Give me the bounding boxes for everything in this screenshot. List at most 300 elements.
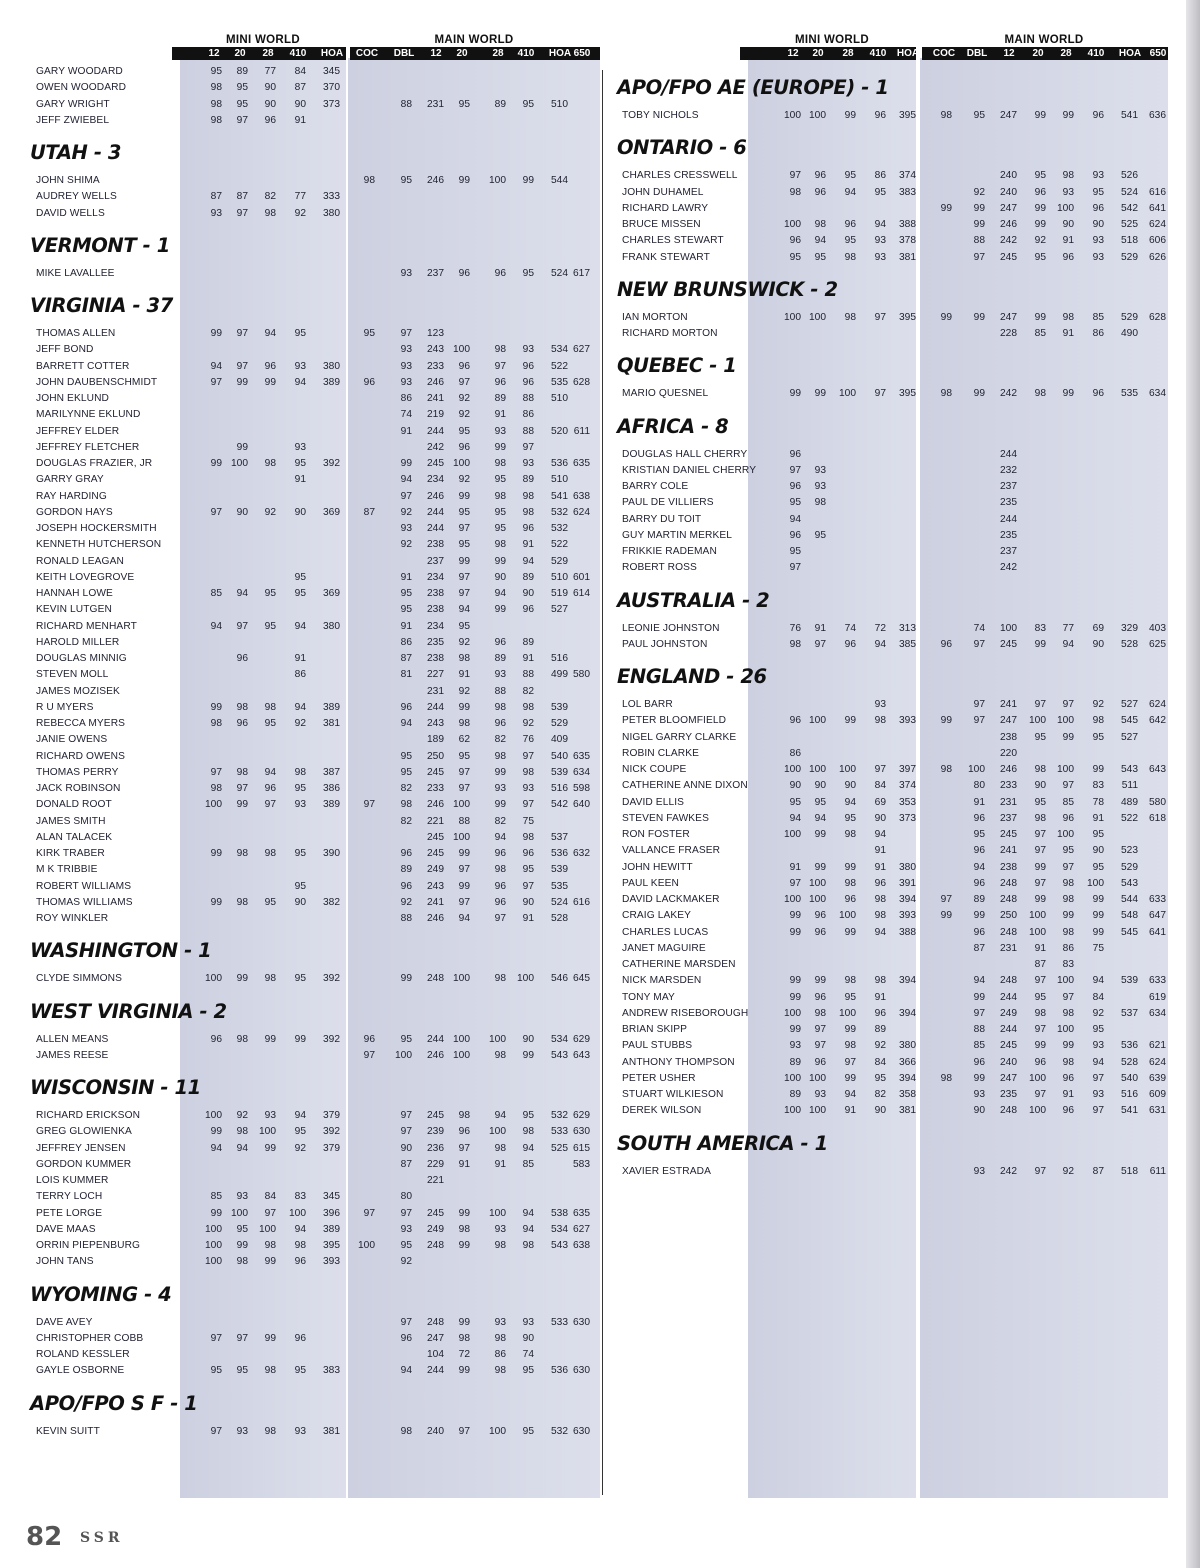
score-cell: 99 [294, 1033, 306, 1045]
score-cell: 100 [489, 1425, 506, 1437]
score-cell: 96 [458, 267, 470, 279]
table-row [0, 64, 600, 80]
score-cell: 634 [1149, 388, 1166, 400]
table-row [600, 811, 1200, 827]
score-cell: 94 [294, 376, 306, 388]
score-cell: 94 [294, 620, 306, 632]
score-cell: 93 [400, 344, 412, 356]
score-cell: 634 [1149, 1007, 1166, 1019]
competitor-name: DOUGLAS HALL CHERRY [622, 448, 748, 460]
score-cell: 546 [551, 973, 568, 985]
table-row [600, 185, 1200, 201]
score-cell: 248 [427, 973, 444, 985]
score-cell: 97 [236, 620, 248, 632]
score-cell: 99 [973, 388, 985, 400]
score-cell: 248 [427, 1240, 444, 1251]
score-cell: 99 [973, 311, 985, 323]
competitor-name: M K TRIBBIE [36, 864, 98, 876]
score-cell: 86 [789, 747, 801, 759]
score-cell: 374 [899, 170, 916, 182]
score-cell: 100 [809, 1105, 826, 1117]
score-cell: 92 [1034, 235, 1046, 247]
table-row [0, 1206, 600, 1222]
score-cell: 99 [789, 991, 801, 1003]
score-cell: 88 [400, 98, 412, 110]
score-cell: 99 [236, 1240, 248, 1251]
score-cell: 96 [363, 1033, 375, 1045]
score-cell: 239 [427, 1126, 444, 1138]
table-row [600, 730, 1200, 746]
score-cell: 96 [844, 219, 856, 230]
score-cell: 95 [458, 750, 470, 762]
score-cell: 250 [1000, 910, 1017, 922]
score-cell: 246 [427, 376, 444, 388]
score-cell: 98 [458, 718, 470, 729]
table-row [600, 973, 1200, 989]
score-cell: 92 [458, 685, 470, 697]
score-cell: 543 [1121, 764, 1138, 775]
score-cell: 95 [522, 1110, 534, 1121]
score-cell: 93 [874, 235, 886, 247]
score-cell: 95 [294, 458, 306, 469]
score-cell: 99 [1034, 202, 1046, 214]
score-cell: 244 [1000, 448, 1017, 460]
table-row [0, 326, 600, 342]
section-title: SOUTH AMERICA - 1 [617, 1131, 828, 1155]
section-title: ENGLAND - 26 [617, 665, 767, 688]
score-cell: 580 [573, 669, 590, 681]
score-cell: 87 [294, 82, 306, 94]
score-cell: 544 [551, 175, 568, 186]
score-cell: 98 [522, 1126, 534, 1138]
score-cell: 97 [522, 799, 534, 811]
score-cell: 87 [400, 1158, 412, 1170]
score-cell: 97 [458, 523, 470, 534]
score-cell: 96 [236, 653, 248, 664]
mini-world-header: MINI WORLD [795, 34, 869, 46]
table-row [0, 521, 600, 537]
score-cell: 539 [551, 766, 568, 778]
score-cell: 100 [839, 1007, 856, 1019]
score-cell: 490 [1121, 328, 1138, 339]
score-cell: 243 [427, 718, 444, 729]
score-cell: 98 [236, 701, 248, 713]
score-cell: 245 [427, 1110, 444, 1121]
column-header: DBL [966, 48, 988, 59]
table-row [600, 843, 1200, 859]
table-row [600, 1038, 1200, 1054]
score-cell: 527 [1121, 731, 1138, 743]
score-cell: 527 [1121, 699, 1138, 710]
score-cell: 88 [973, 1024, 985, 1035]
score-cell: 94 [264, 328, 276, 339]
score-cell: 240 [1000, 170, 1017, 182]
score-cell: 93 [1062, 186, 1074, 198]
score-cell: 95 [1034, 170, 1046, 182]
score-cell: 92 [400, 539, 412, 551]
score-cell: 246 [1000, 764, 1017, 775]
score-cell: 96 [522, 376, 534, 388]
score-cell: 99 [458, 1240, 470, 1251]
competitor-name: KEVIN SUITT [36, 1425, 100, 1437]
score-cell: 93 [400, 267, 412, 279]
score-cell: 528 [551, 913, 568, 924]
score-cell: 82 [522, 685, 534, 697]
main-world-header: MAIN WORLD [434, 34, 514, 46]
table-row [0, 1238, 600, 1254]
score-cell: 89 [494, 653, 506, 664]
score-cell: 93 [522, 1316, 534, 1328]
score-cell: 380 [323, 207, 340, 219]
column-header: 650 [573, 48, 591, 59]
competitor-name: ORRIN PIEPENBURG [36, 1240, 141, 1251]
score-cell: 90 [1092, 638, 1104, 650]
score-cell: 633 [1149, 975, 1166, 987]
score-cell: 544 [1121, 894, 1138, 905]
score-cell: 97 [874, 388, 886, 400]
score-cell: 525 [551, 1142, 568, 1154]
page-number: 82 [26, 1522, 63, 1552]
score-cell: 99 [458, 1316, 470, 1328]
competitor-name: DOUGLAS FRAZIER, JR [36, 458, 153, 469]
score-cell: 242 [427, 441, 444, 453]
score-cell: 91 [1092, 812, 1104, 824]
score-cell: 641 [1149, 926, 1166, 938]
score-cell: 390 [323, 848, 340, 859]
table-row [0, 635, 600, 651]
score-cell: 98 [210, 98, 222, 110]
table-row [600, 233, 1200, 249]
score-cell: 97 [363, 1049, 375, 1061]
score-cell: 92 [458, 474, 470, 486]
score-cell: 628 [1149, 311, 1166, 323]
score-cell: 100 [1029, 926, 1046, 938]
competitor-name: DAVID WELLS [36, 207, 105, 219]
table-row [600, 621, 1200, 637]
score-cell: 75 [522, 815, 534, 827]
score-cell: 95 [236, 1223, 248, 1235]
score-cell: 91 [294, 114, 306, 126]
score-cell: 91 [522, 539, 534, 551]
score-cell: 238 [427, 604, 444, 616]
score-cell: 391 [899, 877, 916, 889]
score-cell: 98 [494, 1240, 506, 1251]
table-row [600, 108, 1200, 124]
score-cell: 100 [205, 1223, 222, 1235]
score-cell: 241 [427, 393, 444, 404]
section-title: APO/FPO S F - 1 [30, 1391, 198, 1415]
table-row [600, 778, 1200, 794]
score-cell: 89 [400, 864, 412, 876]
score-cell: 97 [1062, 780, 1074, 792]
score-cell: 86 [1062, 942, 1074, 954]
column-header: 20 [1032, 48, 1044, 59]
competitor-name: GAYLE OSBORNE [36, 1365, 125, 1377]
score-cell: 93 [494, 669, 506, 681]
competitor-name: HANNAH LOWE [36, 588, 113, 599]
score-cell: 92 [400, 896, 412, 908]
score-cell: 345 [323, 1191, 340, 1203]
score-cell: 100 [809, 764, 826, 775]
score-cell: 95 [789, 251, 801, 263]
score-cell: 99 [844, 715, 856, 727]
competitor-name: DAVE AVEY [36, 1316, 93, 1328]
table-row [0, 1347, 600, 1363]
score-cell: 93 [294, 1425, 306, 1437]
score-cell: 392 [323, 1126, 340, 1138]
score-cell: 90 [789, 780, 801, 792]
section-title: NEW BRUNSWICK - 2 [617, 277, 838, 301]
competitor-name: TERRY LOCH [36, 1191, 103, 1203]
table-row [0, 895, 600, 911]
score-cell: 609 [1149, 1089, 1166, 1100]
score-cell: 381 [899, 1105, 916, 1117]
score-cell: 519 [551, 588, 568, 599]
section-title: VERMONT - 1 [30, 233, 170, 257]
competitor-name: JOHN SHIMA [36, 175, 100, 186]
score-cell: 499 [551, 669, 568, 681]
main-world-header: MAIN WORLD [1004, 34, 1084, 46]
score-cell: 227 [427, 669, 444, 681]
score-cell: 92 [458, 409, 470, 421]
score-cell: 95 [844, 235, 856, 247]
score-cell: 93 [814, 1089, 826, 1100]
score-cell: 82 [400, 783, 412, 794]
score-cell: 100 [259, 1126, 276, 1138]
score-cell: 90 [522, 1332, 534, 1344]
column-header: 28 [842, 48, 854, 59]
score-cell: 548 [1121, 910, 1138, 922]
table-row [600, 1164, 1200, 1180]
score-cell: 248 [1000, 1105, 1017, 1117]
score-cell: 100 [453, 831, 470, 843]
score-cell: 90 [874, 812, 886, 824]
score-cell: 98 [1062, 1007, 1074, 1019]
score-cell: 393 [899, 910, 916, 922]
score-cell: 386 [323, 783, 340, 794]
table-row [600, 1006, 1200, 1022]
table-row [600, 217, 1200, 233]
score-cell: 93 [264, 1110, 276, 1121]
table-row [0, 797, 600, 813]
score-cell: 99 [940, 910, 952, 922]
score-cell: 96 [973, 877, 985, 889]
table-row [600, 1055, 1200, 1071]
score-cell: 98 [814, 497, 826, 509]
score-cell: 98 [236, 766, 248, 778]
score-cell: 85 [1092, 311, 1104, 323]
score-cell: 246 [427, 175, 444, 186]
score-cell: 98 [236, 1033, 248, 1045]
table-row [0, 732, 600, 748]
score-cell: 97 [973, 699, 985, 710]
table-row [0, 700, 600, 716]
score-cell: 96 [363, 376, 375, 388]
score-cell: 380 [899, 1040, 916, 1052]
score-cell: 611 [1149, 1165, 1166, 1177]
competitor-name: JOHN DUHAMEL [622, 186, 704, 198]
competitor-name: PETER USHER [622, 1072, 696, 1084]
score-cell: 249 [1000, 1007, 1017, 1019]
score-cell: 396 [323, 1207, 340, 1219]
score-cell: 85 [210, 588, 222, 599]
score-cell: 98 [1062, 1056, 1074, 1068]
score-cell: 94 [522, 555, 534, 567]
score-cell: 97 [1034, 1165, 1046, 1177]
score-cell: 99 [814, 388, 826, 400]
score-cell: 98 [236, 1256, 248, 1268]
score-cell: 237 [427, 267, 444, 279]
score-cell: 96 [874, 1007, 886, 1019]
score-cell: 97 [458, 896, 470, 908]
competitor-name: PAUL DE VILLIERS [622, 497, 714, 509]
score-cell: 98 [236, 1126, 248, 1138]
score-cell: 100 [205, 799, 222, 811]
score-cell: 369 [323, 588, 340, 599]
competitor-name: BARRY COLE [622, 481, 689, 492]
score-cell: 393 [899, 715, 916, 727]
score-cell: 392 [323, 458, 340, 469]
score-cell: 82 [494, 734, 506, 746]
score-cell: 92 [1092, 1007, 1104, 1019]
table-row [0, 97, 600, 113]
table-row [0, 391, 600, 407]
score-cell: 248 [427, 1316, 444, 1328]
score-cell: 92 [522, 718, 534, 729]
score-cell: 245 [1000, 251, 1017, 263]
score-cell: 95 [294, 848, 306, 859]
competitor-name: JOSEPH HOCKERSMITH [36, 523, 157, 534]
competitor-name: GARY WOODARD [36, 66, 123, 77]
section-title: APO/FPO AE (EUROPE) - 1 [617, 76, 889, 99]
score-cell: 91 [874, 991, 886, 1003]
score-cell: 99 [458, 555, 470, 567]
score-cell: 92 [264, 506, 276, 518]
competitor-name: AUDREY WELLS [36, 191, 117, 203]
table-row [600, 697, 1200, 713]
score-cell: 96 [210, 1033, 222, 1045]
score-cell: 90 [973, 1105, 985, 1117]
score-cell: 624 [1149, 699, 1166, 710]
score-cell: 93 [236, 1425, 248, 1437]
score-cell: 93 [494, 1316, 506, 1328]
table-row [0, 749, 600, 765]
score-cell: 99 [814, 829, 826, 840]
score-cell: 90 [1034, 780, 1046, 792]
score-cell: 89 [522, 571, 534, 583]
score-cell: 96 [789, 448, 801, 460]
competitor-name: DAVID ELLIS [622, 796, 685, 808]
score-cell: 93 [874, 251, 886, 263]
competitor-name: JANIE OWENS [36, 734, 108, 746]
score-cell: 95 [264, 896, 276, 908]
score-cell: 540 [1121, 1072, 1138, 1084]
competitor-name: KENNETH HUTCHERSON [36, 539, 162, 551]
score-cell: 94 [494, 831, 506, 843]
score-cell: 97 [400, 1110, 412, 1121]
score-cell: 90 [1062, 219, 1074, 230]
score-cell: 242 [1000, 388, 1017, 400]
score-cell: 95 [1034, 991, 1046, 1003]
competitor-name: JEFF ZWIEBEL [36, 114, 110, 126]
score-cell: 100 [517, 973, 534, 985]
score-cell: 94 [789, 812, 801, 824]
score-cell: 536 [551, 848, 568, 859]
score-cell: 524 [551, 896, 568, 908]
score-cell: 99 [1034, 1040, 1046, 1052]
score-cell: 86 [400, 393, 412, 404]
score-cell: 96 [1092, 110, 1104, 121]
score-cell: 97 [1092, 1072, 1104, 1084]
score-cell: 95 [400, 766, 412, 778]
score-cell: 617 [573, 267, 590, 279]
score-cell: 90 [294, 506, 306, 518]
score-cell: 93 [814, 481, 826, 492]
score-cell: 638 [573, 1240, 590, 1251]
score-cell: 95 [844, 812, 856, 824]
score-cell: 235 [1000, 497, 1017, 509]
score-cell: 93 [494, 783, 506, 794]
score-cell: 98 [1062, 894, 1074, 905]
score-cell: 98 [494, 1365, 506, 1377]
score-cell: 95 [400, 750, 412, 762]
score-cell: 98 [522, 1240, 534, 1251]
score-cell: 95 [1092, 186, 1104, 198]
score-cell: 245 [427, 848, 444, 859]
score-cell: 97 [1034, 845, 1046, 857]
score-cell: 95 [363, 328, 375, 339]
score-cell: 100 [968, 764, 985, 775]
column-header: DBL [393, 48, 415, 59]
competitor-name: BRIAN SKIPP [622, 1024, 688, 1035]
score-cell: 381 [899, 251, 916, 263]
score-cell: 99 [210, 1207, 222, 1219]
score-cell: 100 [1029, 910, 1046, 922]
score-cell: 542 [1121, 202, 1138, 214]
score-cell: 99 [236, 973, 248, 985]
score-cell: 100 [784, 1072, 801, 1084]
table-row [600, 250, 1200, 266]
score-cell: 91 [973, 796, 985, 808]
score-cell: 83 [1034, 622, 1046, 634]
competitor-name: DAVID LACKMAKER [622, 894, 720, 905]
competitor-name: CLYDE SIMMONS [36, 973, 123, 985]
score-cell: 630 [573, 1425, 590, 1437]
score-cell: 489 [1121, 796, 1138, 808]
score-cell: 629 [573, 1033, 590, 1045]
score-cell: 76 [522, 734, 534, 746]
score-cell: 90 [264, 98, 276, 110]
score-cell: 244 [427, 1033, 444, 1045]
score-cell: 98 [494, 458, 506, 469]
score-cell: 221 [427, 1175, 444, 1186]
score-cell: 96 [264, 114, 276, 126]
score-cell: 388 [899, 926, 916, 938]
score-cell: 98 [458, 1223, 470, 1235]
table-row [600, 1071, 1200, 1087]
score-cell: 84 [1092, 991, 1104, 1003]
score-cell: 238 [427, 539, 444, 551]
score-cell: 510 [551, 98, 568, 110]
score-cell: 247 [1000, 311, 1017, 323]
score-cell: 380 [323, 360, 340, 372]
score-cell: 95 [522, 1365, 534, 1377]
score-cell: 381 [323, 718, 340, 729]
score-cell: 96 [844, 894, 856, 905]
table-row [0, 1032, 600, 1048]
score-cell: 94 [294, 701, 306, 713]
score-cell: 82 [494, 815, 506, 827]
